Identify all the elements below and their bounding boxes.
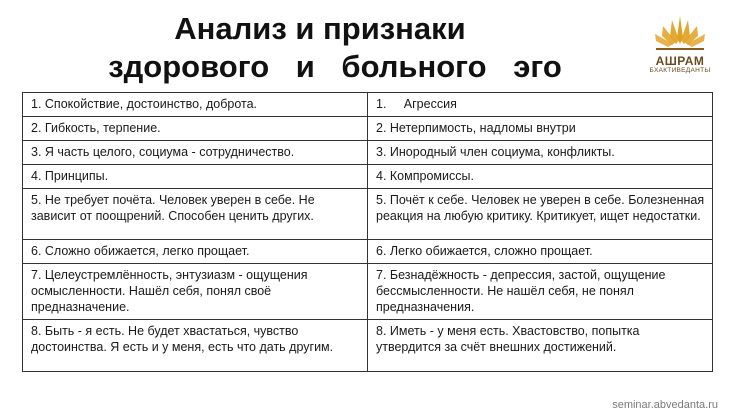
sick-ego-cell: 6. Легко обижается, сложно прощает. bbox=[368, 240, 713, 264]
healthy-ego-cell: 7. Целеустремлённость, энтузиазм - ощущения осмысленности. Нашёл себя, понял своё предназначение. bbox=[23, 264, 368, 320]
page-title bbox=[0, 10, 640, 86]
sick-ego-cell: 1. Агрессия bbox=[368, 93, 713, 117]
table-row bbox=[23, 189, 713, 240]
title-line-1: Анализ и признаки bbox=[174, 11, 466, 46]
healthy-ego-cell: 5. Не требует почёта. Человек уверен в себе. Не зависит от поощрений. Способен ценить других. bbox=[23, 189, 368, 240]
sick-ego-cell: 4. Компромиссы. bbox=[368, 165, 713, 189]
healthy-ego-cell: 8. Быть - я есть. Не будет хвастаться, чувство достоинства. Я есть и у меня, есть что дать другим. bbox=[23, 320, 368, 372]
healthy-ego-cell: 4. Принципы. bbox=[23, 165, 368, 189]
table-row bbox=[23, 93, 713, 117]
site-url: seminar.abvedanta.ru bbox=[612, 399, 718, 411]
table-row bbox=[23, 320, 713, 372]
healthy-ego-cell: 2. Гибкость, терпение. bbox=[23, 117, 368, 141]
logo-text: АШРАМ bbox=[655, 54, 705, 68]
table-row bbox=[23, 240, 713, 264]
healthy-ego-cell: 6. Сложно обижается, легко прощает. bbox=[23, 240, 368, 264]
sick-ego-cell: 3. Инородный член социума, конфликты. bbox=[368, 141, 713, 165]
table-row bbox=[23, 264, 713, 320]
table-row bbox=[23, 165, 713, 189]
title-line-2: здорового и больного эго bbox=[108, 49, 562, 84]
sick-ego-cell: 2. Нетерпимость, надломы внутри bbox=[368, 117, 713, 141]
sick-ego-cell: 7. Безнадёжность - депрессия, застой, ощущение бессмысленности. Не нашёл себя, не понял предназначения. bbox=[368, 264, 713, 320]
lotus-icon bbox=[652, 14, 708, 54]
ashram-logo bbox=[640, 14, 720, 84]
table-row bbox=[23, 141, 713, 165]
table-row bbox=[23, 117, 713, 141]
healthy-ego-cell: 3. Я часть целого, социума - сотрудничество. bbox=[23, 141, 368, 165]
healthy-ego-cell: 1. Спокойствие, достоинство, доброта. bbox=[23, 93, 368, 117]
sick-ego-cell: 8. Иметь - у меня есть. Хвастовство, попытка утвердится за счёт внешних достижений. bbox=[368, 320, 713, 372]
logo-subtext: БХАКТИВЕДАНТЫ bbox=[649, 67, 711, 74]
ego-comparison-table bbox=[22, 92, 713, 372]
sick-ego-cell: 5. Почёт к себе. Человек не уверен в себе. Болезненная реакция на любую критику. Критикует, ищет недостатки. bbox=[368, 189, 713, 240]
